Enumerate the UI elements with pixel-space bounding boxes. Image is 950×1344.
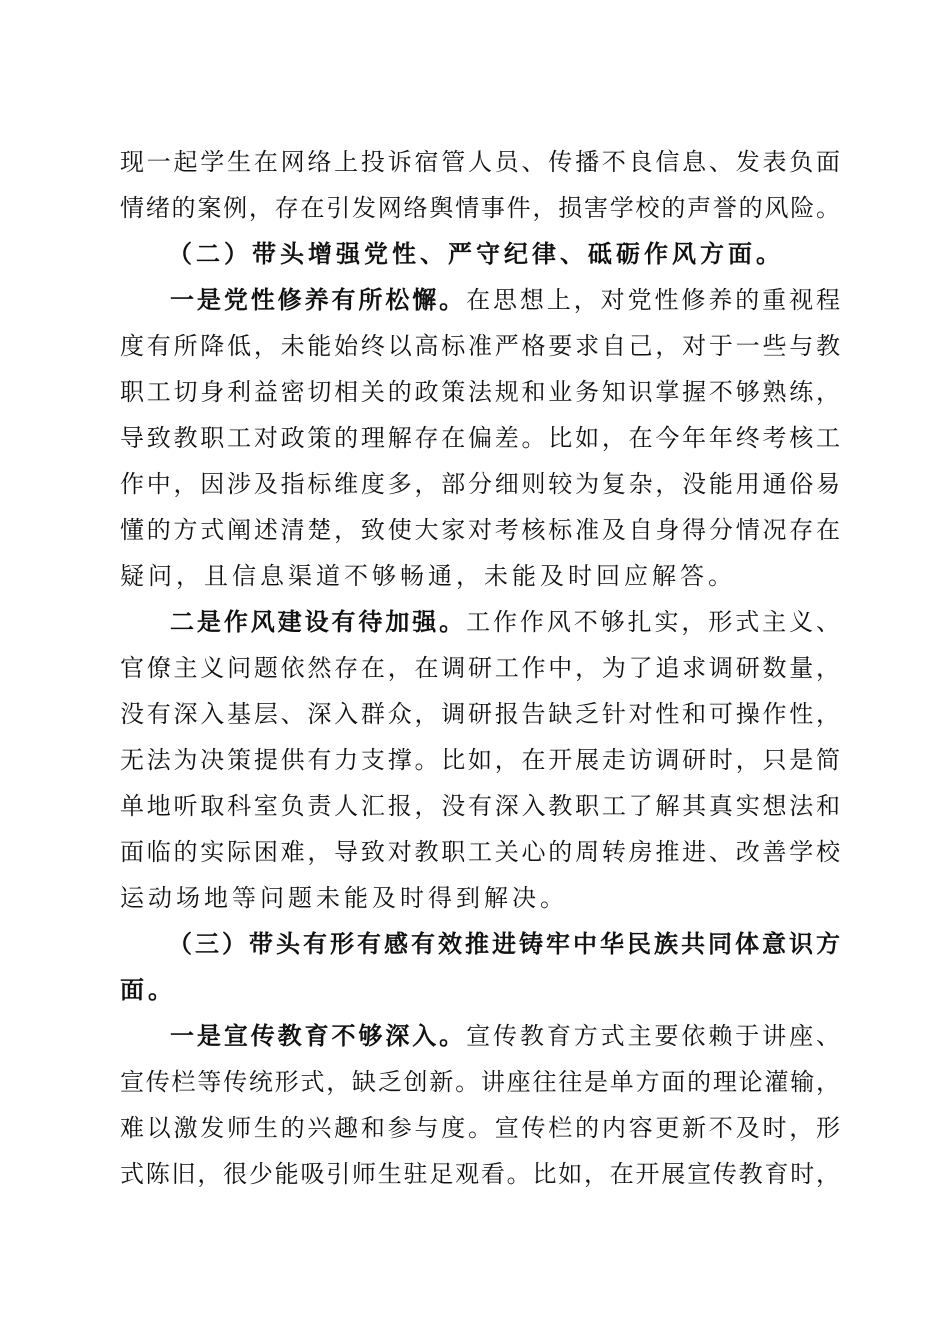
- paragraph-line: 疑问，且信息渠道不够畅通，未能及时回应解答。: [120, 562, 736, 590]
- paragraph-line: [170, 278, 840, 322]
- paragraph-line: 面临的实际困难，导致对教职工关心的周转房推进、改善学校: [120, 838, 840, 866]
- paragraph-text: 在思想上，对党性修养的重视程: [466, 286, 841, 314]
- point-lead: 一是党性修养有所松懈。: [170, 285, 467, 314]
- paragraph-line: 度有所降低，未能始终以高标准严格要求自己，对于一些与教: [120, 332, 840, 360]
- paragraph-text: 宣传教育方式主要依赖于讲座、: [466, 1022, 841, 1050]
- paragraph-line: [170, 1014, 840, 1058]
- paragraph-line: 单地听取科室负责人汇报，没有深入教职工了解其真实想法和: [120, 792, 840, 820]
- paragraph-line: 导致教职工对政策的理解存在偏差。比如，在今年年终考核工: [120, 424, 840, 452]
- paragraph-line: 无法为决策提供有力支撑。比如，在开展走访调研时，只是简: [120, 746, 840, 774]
- paragraph-text: 工作作风不够扎实，形式主义、: [466, 608, 841, 636]
- paragraph-line: 现一起学生在网络上投诉宿管人员、传播不良信息、发表负面: [120, 148, 840, 176]
- paragraph-line: 没有深入基层、深入群众，调研报告缺乏针对性和可操作性，: [120, 700, 840, 728]
- paragraph-line: 式陈旧，很少能吸引师生驻足观看。比如，在开展宣传教育时，: [120, 1160, 840, 1188]
- paragraph-line: 懂的方式阐述清楚，致使大家对考核标准及自身得分情况存在: [120, 516, 840, 544]
- point-lead: 一是宣传教育不够深入。: [170, 1021, 467, 1050]
- paragraph-line: [170, 600, 840, 644]
- paragraph-line: 官僚主义问题依然存在，在调研工作中，为了追求调研数量，: [120, 654, 840, 682]
- paragraph-line: 作中，因涉及指标维度多，部分细则较为复杂，没能用通俗易: [120, 470, 840, 498]
- section-heading-3: （三）带头有形有感有效推进铸牢中华民族共同体意识方: [168, 929, 840, 958]
- paragraph-line: 职工切身利益密切相关的政策法规和业务知识掌握不够熟练，: [120, 378, 840, 406]
- paragraph-line: 运动场地等问题未能及时得到解决。: [120, 884, 568, 912]
- paragraph-line: 情绪的案例，存在引发网络舆情事件，损害学校的声誉的风险。: [120, 194, 840, 222]
- section-heading-2: （二）带头增强党性、严守纪律、砥砺作风方面。: [168, 239, 784, 268]
- paragraph-line: 宣传栏等传统形式，缺乏创新。讲座往往是单方面的理论灌输，: [120, 1068, 840, 1096]
- section-heading-3-cont: 面。: [120, 975, 176, 1004]
- paragraph-line: 难以激发师生的兴趣和参与度。宣传栏的内容更新不及时，形: [120, 1114, 840, 1142]
- point-lead: 二是作风建设有待加强。: [170, 607, 467, 636]
